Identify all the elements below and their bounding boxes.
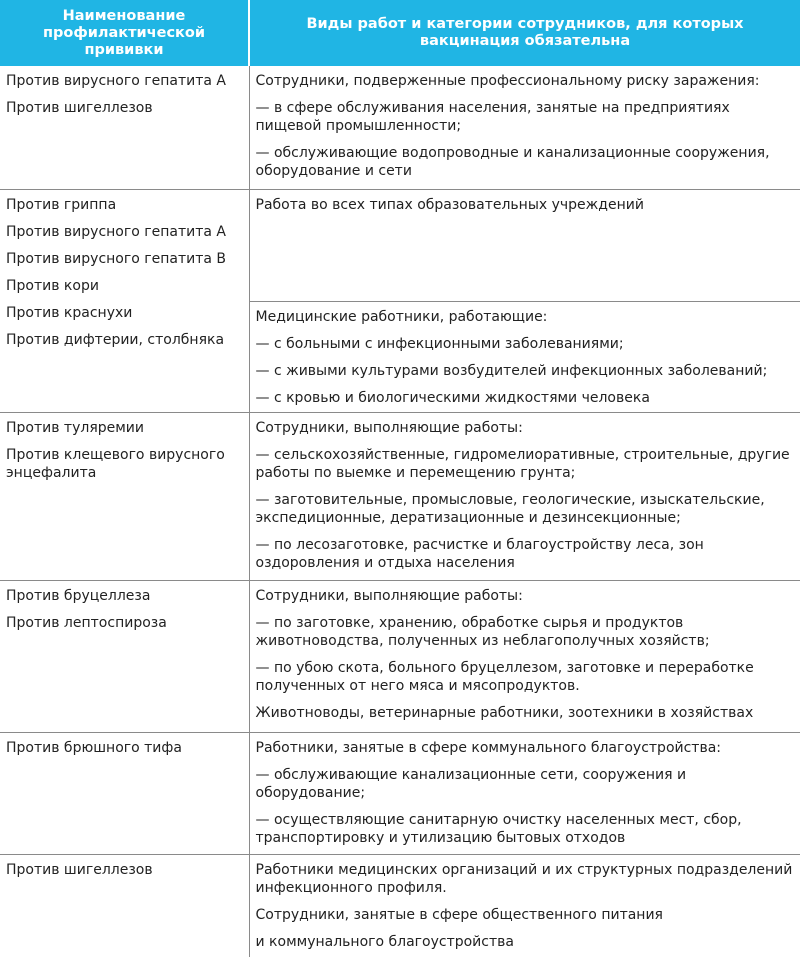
work-item: Медицинские работники, работающие: xyxy=(255,308,548,325)
vaccine-item: Против шигеллезов xyxy=(6,861,153,878)
vaccine-cell xyxy=(0,412,249,580)
work-item: — с живыми культурами возбудителей инфекционных заболеваний; xyxy=(255,362,768,379)
vaccine-item: Против бруцеллеза xyxy=(6,587,151,604)
work-cell xyxy=(249,854,800,957)
vaccine-cell xyxy=(0,854,249,957)
work-item: — с кровью и биологическими жидкостями человека xyxy=(255,389,650,406)
vaccine-cell xyxy=(0,732,249,854)
vaccine-item: Против вирусного гепатита А xyxy=(6,223,226,240)
work-item: Сотрудники, выполняющие работы: xyxy=(255,587,523,604)
work-cell xyxy=(249,580,800,732)
work-item: Работники, занятые в сфере коммунального благоустройства: xyxy=(255,739,722,756)
work-item: — по лесозаготовке, расчистке и благоустройству леса, зон оздоровления и отдыха населения xyxy=(255,536,704,571)
work-cell xyxy=(249,412,800,580)
header-row xyxy=(0,0,800,66)
work-item: Сотрудники, подверженные профессиональному риску заражения: xyxy=(255,73,760,89)
work-item: — обслуживающие водопроводные и канализационные сооружения, оборудование и сети xyxy=(255,145,770,179)
vaccine-item: Против гриппа xyxy=(6,196,117,213)
table-row xyxy=(0,580,800,732)
vaccine-cell xyxy=(0,580,249,732)
vaccine-cell xyxy=(0,189,249,412)
table-row xyxy=(0,66,800,189)
table-row xyxy=(0,732,800,854)
work-item: — в сфере обслуживания населения, занятые на предприятиях пищевой промышленности; xyxy=(255,100,730,134)
work-item: — обслуживающие канализационные сети, сооружения и оборудование; xyxy=(255,766,687,801)
work-item: — заготовительные, промысловые, геологические, изыскательские, экспедиционные, дератизационные и дезинсекционные; xyxy=(255,491,765,526)
vaccine-item: Против шигеллезов xyxy=(6,100,153,116)
work-item: Работники медицинских организаций и их структурных подразделений инфекционного профиля. xyxy=(255,861,793,896)
vaccine-item: Против краснухи xyxy=(6,304,133,321)
vaccine-item: Против брюшного тифа xyxy=(6,739,182,756)
vaccine-item: Против клещевого вирусного энцефалита xyxy=(6,446,225,481)
header-vaccine-name: Наименование профилактической прививки xyxy=(0,0,249,66)
work-item: и коммунального благоустройства xyxy=(255,933,514,950)
work-item: — по убою скота, больного бруцеллезом, заготовке и переработке полученных от него мяса и мясопродуктов. xyxy=(255,659,754,694)
vaccine-item: Против дифтерии, столбняка xyxy=(6,331,225,348)
table-row xyxy=(0,854,800,957)
table-row xyxy=(0,412,800,580)
work-cell xyxy=(249,732,800,854)
work-item: — по заготовке, хранению, обработке сырья и продуктов животноводства, полученных из неблагополучных хозяйств; xyxy=(255,614,710,649)
vaccine-cell xyxy=(0,66,249,189)
work-item: — сельскохозяйственные, гидромелиоративные, строительные, другие работы по выемке и перемещению грунта; xyxy=(255,446,790,481)
work-cell xyxy=(249,66,800,189)
vaccine-item: Против кори xyxy=(6,277,99,294)
work-item: — с больными с инфекционными заболеваниями; xyxy=(255,335,624,352)
vaccine-item: Против туляремии xyxy=(6,419,145,436)
vaccine-item: Против вирусного гепатита А xyxy=(6,73,226,89)
work-cell xyxy=(249,301,800,412)
table-row xyxy=(0,189,800,301)
vaccine-item: Против вирусного гепатита В xyxy=(6,250,226,267)
work-item: — осуществляющие санитарную очистку населенных мест, сбор, транспортировку и утилизацию бытовых отходов xyxy=(255,811,742,846)
header-work-types: Виды работ и категории сотрудников, для которых вакцинация обязательна xyxy=(249,0,800,66)
work-item: Животноводы, ветеринарные работники, зоотехники в хозяйствах xyxy=(255,704,754,721)
work-item: Сотрудники, выполняющие работы: xyxy=(255,419,523,436)
work-item: Сотрудники, занятые в сфере общественного питания xyxy=(255,906,663,923)
work-item: Работа во всех типах образовательных учреждений xyxy=(255,196,644,213)
work-cell xyxy=(249,189,800,301)
vaccine-item: Против лептоспироза xyxy=(6,614,167,631)
